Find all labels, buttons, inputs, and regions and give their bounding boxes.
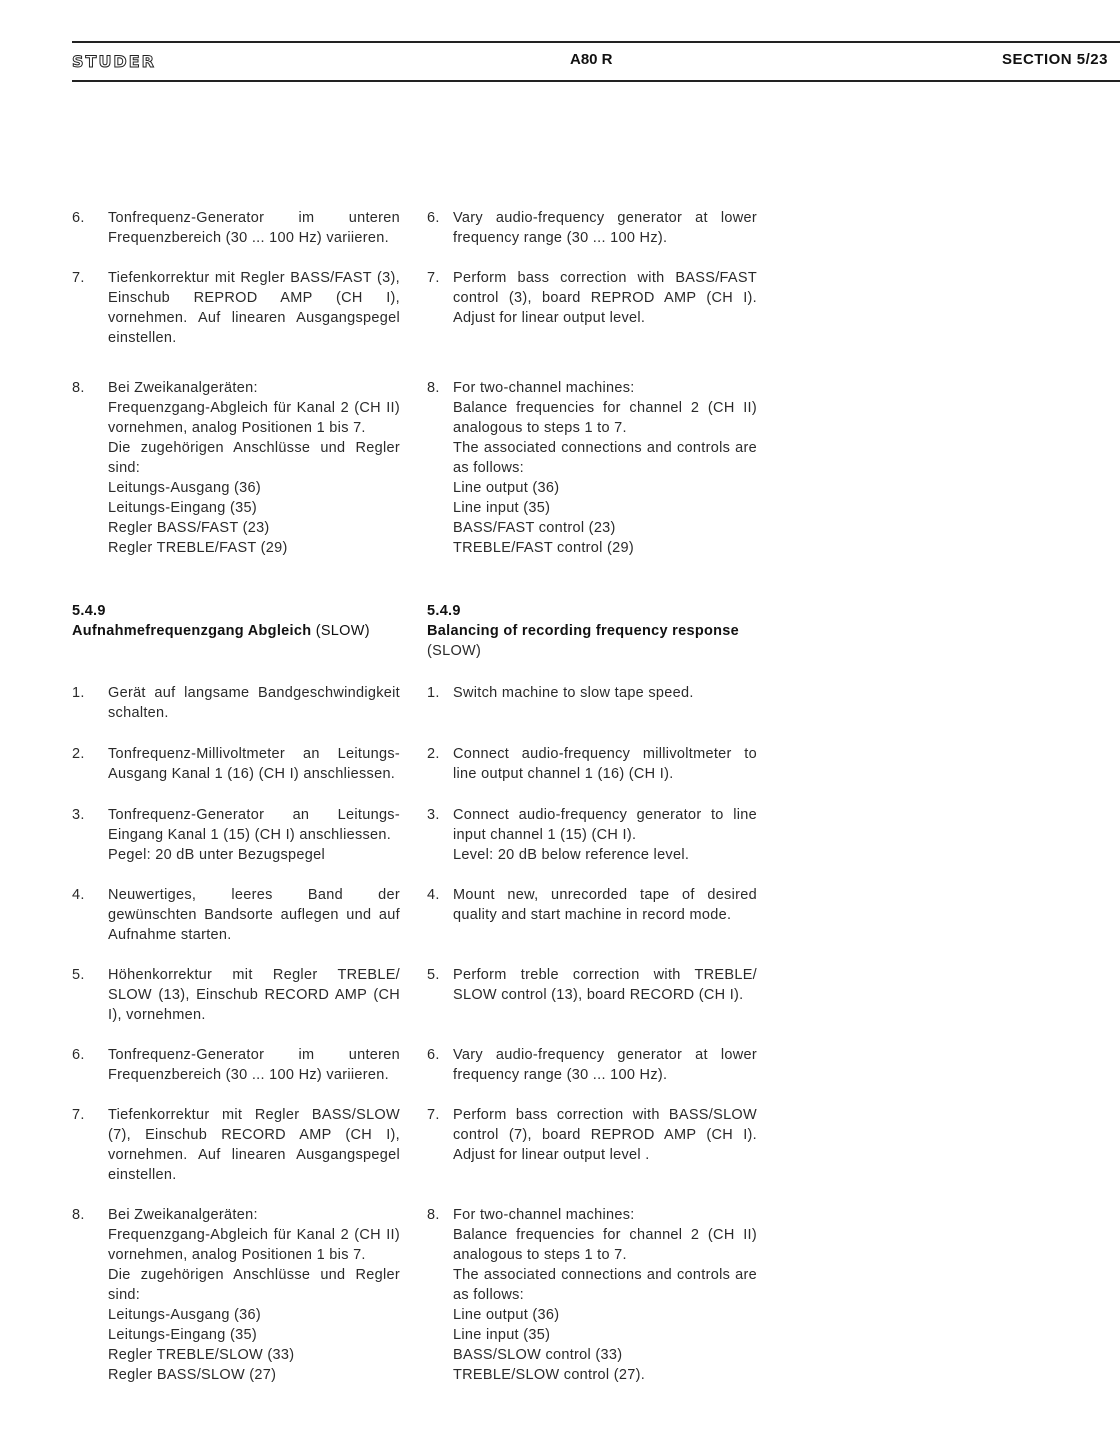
section-page-number: SECTION 5/23 [1001, 51, 1108, 68]
item-number: 7. [427, 1107, 440, 1123]
item-number: 7. [72, 1107, 85, 1123]
list-item [72, 1045, 400, 1085]
list-item [72, 1205, 400, 1385]
item-line: Leitungs-Eingang (35) [108, 1327, 257, 1343]
item-line: Leitungs-Ausgang (36) [108, 1307, 262, 1323]
item-line: BASS/FAST control (23) [453, 520, 616, 536]
item-text: Perform treble correction with TREBLE/ SLOW control (13), board RECORD (CH I). [453, 967, 757, 1003]
english-column [427, 208, 757, 1385]
item-number: 8. [72, 1207, 85, 1223]
section-title-text: Aufnahmefrequenzgang Abgleich [72, 623, 312, 639]
item-text: Tonfrequenz-Generator im unteren Frequenzbereich (30 ... 100 Hz) variieren. [108, 1047, 400, 1083]
item-text: Bei Zweikanalgeräten: [108, 1207, 258, 1223]
item-text: Connect audio-frequency generator to line input channel 1 (15) (CH I). [453, 807, 757, 843]
item-number: 1. [427, 685, 440, 701]
item-number: 8. [72, 380, 85, 396]
item-number: 7. [427, 270, 440, 286]
section-title-suffix: (SLOW) [427, 643, 482, 659]
item-line: Balance frequencies for channel 2 (CH II) analogous to steps 1 to 7. [453, 400, 757, 436]
german-column [72, 208, 400, 1385]
model-name: A80 R [570, 51, 613, 68]
studer-logo: STUDER [72, 52, 156, 71]
item-line: Level: 20 dB below reference level. [453, 847, 690, 863]
item-text: Perform bass correction with BASS/FAST control (3), board REPROD AMP (CH I). Adjust for linear output level. [453, 270, 757, 326]
item-line: Line input (35) [453, 1327, 551, 1343]
list-item [427, 1205, 757, 1385]
item-number: 3. [427, 807, 440, 823]
item-line: The associated connections and controls are as follows: [453, 1267, 757, 1303]
item-line: Line output (36) [453, 480, 560, 496]
item-number: 5. [72, 967, 85, 983]
item-text: Mount new, unrecorded tape of desired quality and start machine in record mode. [453, 887, 757, 923]
list-item [427, 683, 757, 703]
item-number: 8. [427, 1207, 440, 1223]
list-item [72, 683, 400, 723]
list-item [427, 378, 757, 558]
item-line: Regler TREBLE/SLOW (33) [108, 1347, 295, 1363]
item-line: Balance frequencies for channel 2 (CH II) analogous to steps 1 to 7. [453, 1227, 757, 1263]
item-line: Die zugehörigen Anschlüsse und Regler sind: [108, 1267, 400, 1303]
item-text: Tonfrequenz-Millivoltmeter an Leitungs-Ausgang Kanal 1 (16) (CH I) anschliessen. [108, 746, 400, 782]
list-item [72, 744, 400, 784]
list-item [427, 965, 757, 1005]
english-section-heading [427, 601, 757, 661]
item-number: 4. [72, 887, 85, 903]
item-text: Neuwertiges, leeres Band der gewünschten Bandsorte auflegen und auf Aufnahme starten. [108, 887, 400, 943]
item-number: 1. [72, 685, 85, 701]
list-item [427, 1105, 757, 1165]
item-number: 6. [427, 1047, 440, 1063]
item-line: Regler TREBLE/FAST (29) [108, 540, 288, 556]
item-text: Tiefenkorrektur mit Regler BASS/FAST (3), Einschub REPROD AMP (CH I), vornehmen. Auf linearen Ausgangspegel einstellen. [108, 270, 400, 346]
item-text: Tiefenkorrektur mit Regler BASS/SLOW (7), Einschub RECORD AMP (CH I), vornehmen. Auf linearen Ausgangspegel einstellen. [108, 1107, 400, 1183]
item-number: 4. [427, 887, 440, 903]
item-line: TREBLE/FAST control (29) [453, 540, 634, 556]
item-line: Frequenzgang-Abgleich für Kanal 2 (CH II) vornehmen, analog Positionen 1 bis 7. [108, 1227, 400, 1263]
item-line: BASS/SLOW control (33) [453, 1347, 623, 1363]
german-block-1 [72, 208, 400, 558]
german-section-heading [72, 601, 400, 641]
german-block-2 [72, 683, 400, 1385]
list-item [427, 268, 757, 328]
section-title-text: Balancing of recording frequency response [427, 623, 740, 639]
list-item [72, 805, 400, 865]
item-line: Frequenzgang-Abgleich für Kanal 2 (CH II) vornehmen, analog Positionen 1 bis 7. [108, 400, 400, 436]
list-item [72, 268, 400, 348]
item-number: 7. [72, 270, 85, 286]
list-item [72, 378, 400, 558]
item-text: Bei Zweikanalgeräten: [108, 380, 258, 396]
item-number: 5. [427, 967, 440, 983]
item-number: 6. [72, 1047, 85, 1063]
english-block-1 [427, 208, 757, 558]
item-text: Switch machine to slow tape speed. [453, 685, 694, 701]
item-text: Tonfrequenz-Generator im unteren Frequenzbereich (30 ... 100 Hz) variieren. [108, 210, 400, 246]
item-line: TREBLE/SLOW control (27). [453, 1367, 646, 1383]
list-item [72, 885, 400, 945]
header-rule-top [72, 41, 1120, 43]
item-line: Line input (35) [453, 500, 551, 516]
item-number: 2. [72, 746, 85, 762]
item-text: Connect audio-frequency millivoltmeter to line output channel 1 (16) (CH I). [453, 746, 757, 782]
section-title [427, 621, 757, 641]
item-line: Leitungs-Ausgang (36) [108, 480, 262, 496]
item-number: 2. [427, 746, 440, 762]
item-text: Tonfrequenz-Generator an Leitungs-Eingang Kanal 1 (15) (CH I) anschliessen. [108, 807, 400, 843]
item-number: 3. [72, 807, 85, 823]
item-line: Pegel: 20 dB unter Bezugspegel [108, 847, 325, 863]
list-item [72, 1105, 400, 1185]
section-number: 5.4.9 [427, 603, 461, 619]
item-line: Leitungs-Eingang (35) [108, 500, 257, 516]
item-text: Vary audio-frequency generator at lower frequency range (30 ... 100 Hz). [453, 210, 757, 246]
item-line: Regler BASS/SLOW (27) [108, 1367, 277, 1383]
item-text: For two-channel machines: [453, 1207, 635, 1223]
item-text: Höhenkorrektur mit Regler TREBLE/ SLOW (13), Einschub RECORD AMP (CH I), vornehmen. [108, 967, 400, 1023]
item-text: Vary audio-frequency generator at lower frequency range (30 ... 100 Hz). [453, 1047, 757, 1083]
item-text: For two-channel machines: [453, 380, 635, 396]
item-line: Die zugehörigen Anschlüsse und Regler sind: [108, 440, 400, 476]
section-title [72, 621, 400, 641]
item-line: Line output (36) [453, 1307, 560, 1323]
list-item [427, 208, 757, 248]
list-item [427, 744, 757, 784]
item-number: 6. [72, 210, 85, 226]
list-item [427, 885, 757, 925]
list-item [72, 208, 400, 248]
item-line: Regler BASS/FAST (23) [108, 520, 270, 536]
item-number: 8. [427, 380, 440, 396]
english-block-2 [427, 683, 757, 1385]
item-text: Perform bass correction with BASS/SLOW control (7), board REPROD AMP (CH I). Adjust for linear output level . [453, 1107, 757, 1163]
header-rule-bottom [72, 80, 1120, 82]
list-item [427, 1045, 757, 1085]
item-text: Gerät auf langsame Bandgeschwindigkeit schalten. [108, 685, 400, 721]
item-line: The associated connections and controls are as follows: [453, 440, 757, 476]
list-item [427, 805, 757, 865]
item-number: 6. [427, 210, 440, 226]
list-item [72, 965, 400, 1025]
section-title-suffix: (SLOW) [311, 623, 370, 639]
section-number: 5.4.9 [72, 603, 106, 619]
